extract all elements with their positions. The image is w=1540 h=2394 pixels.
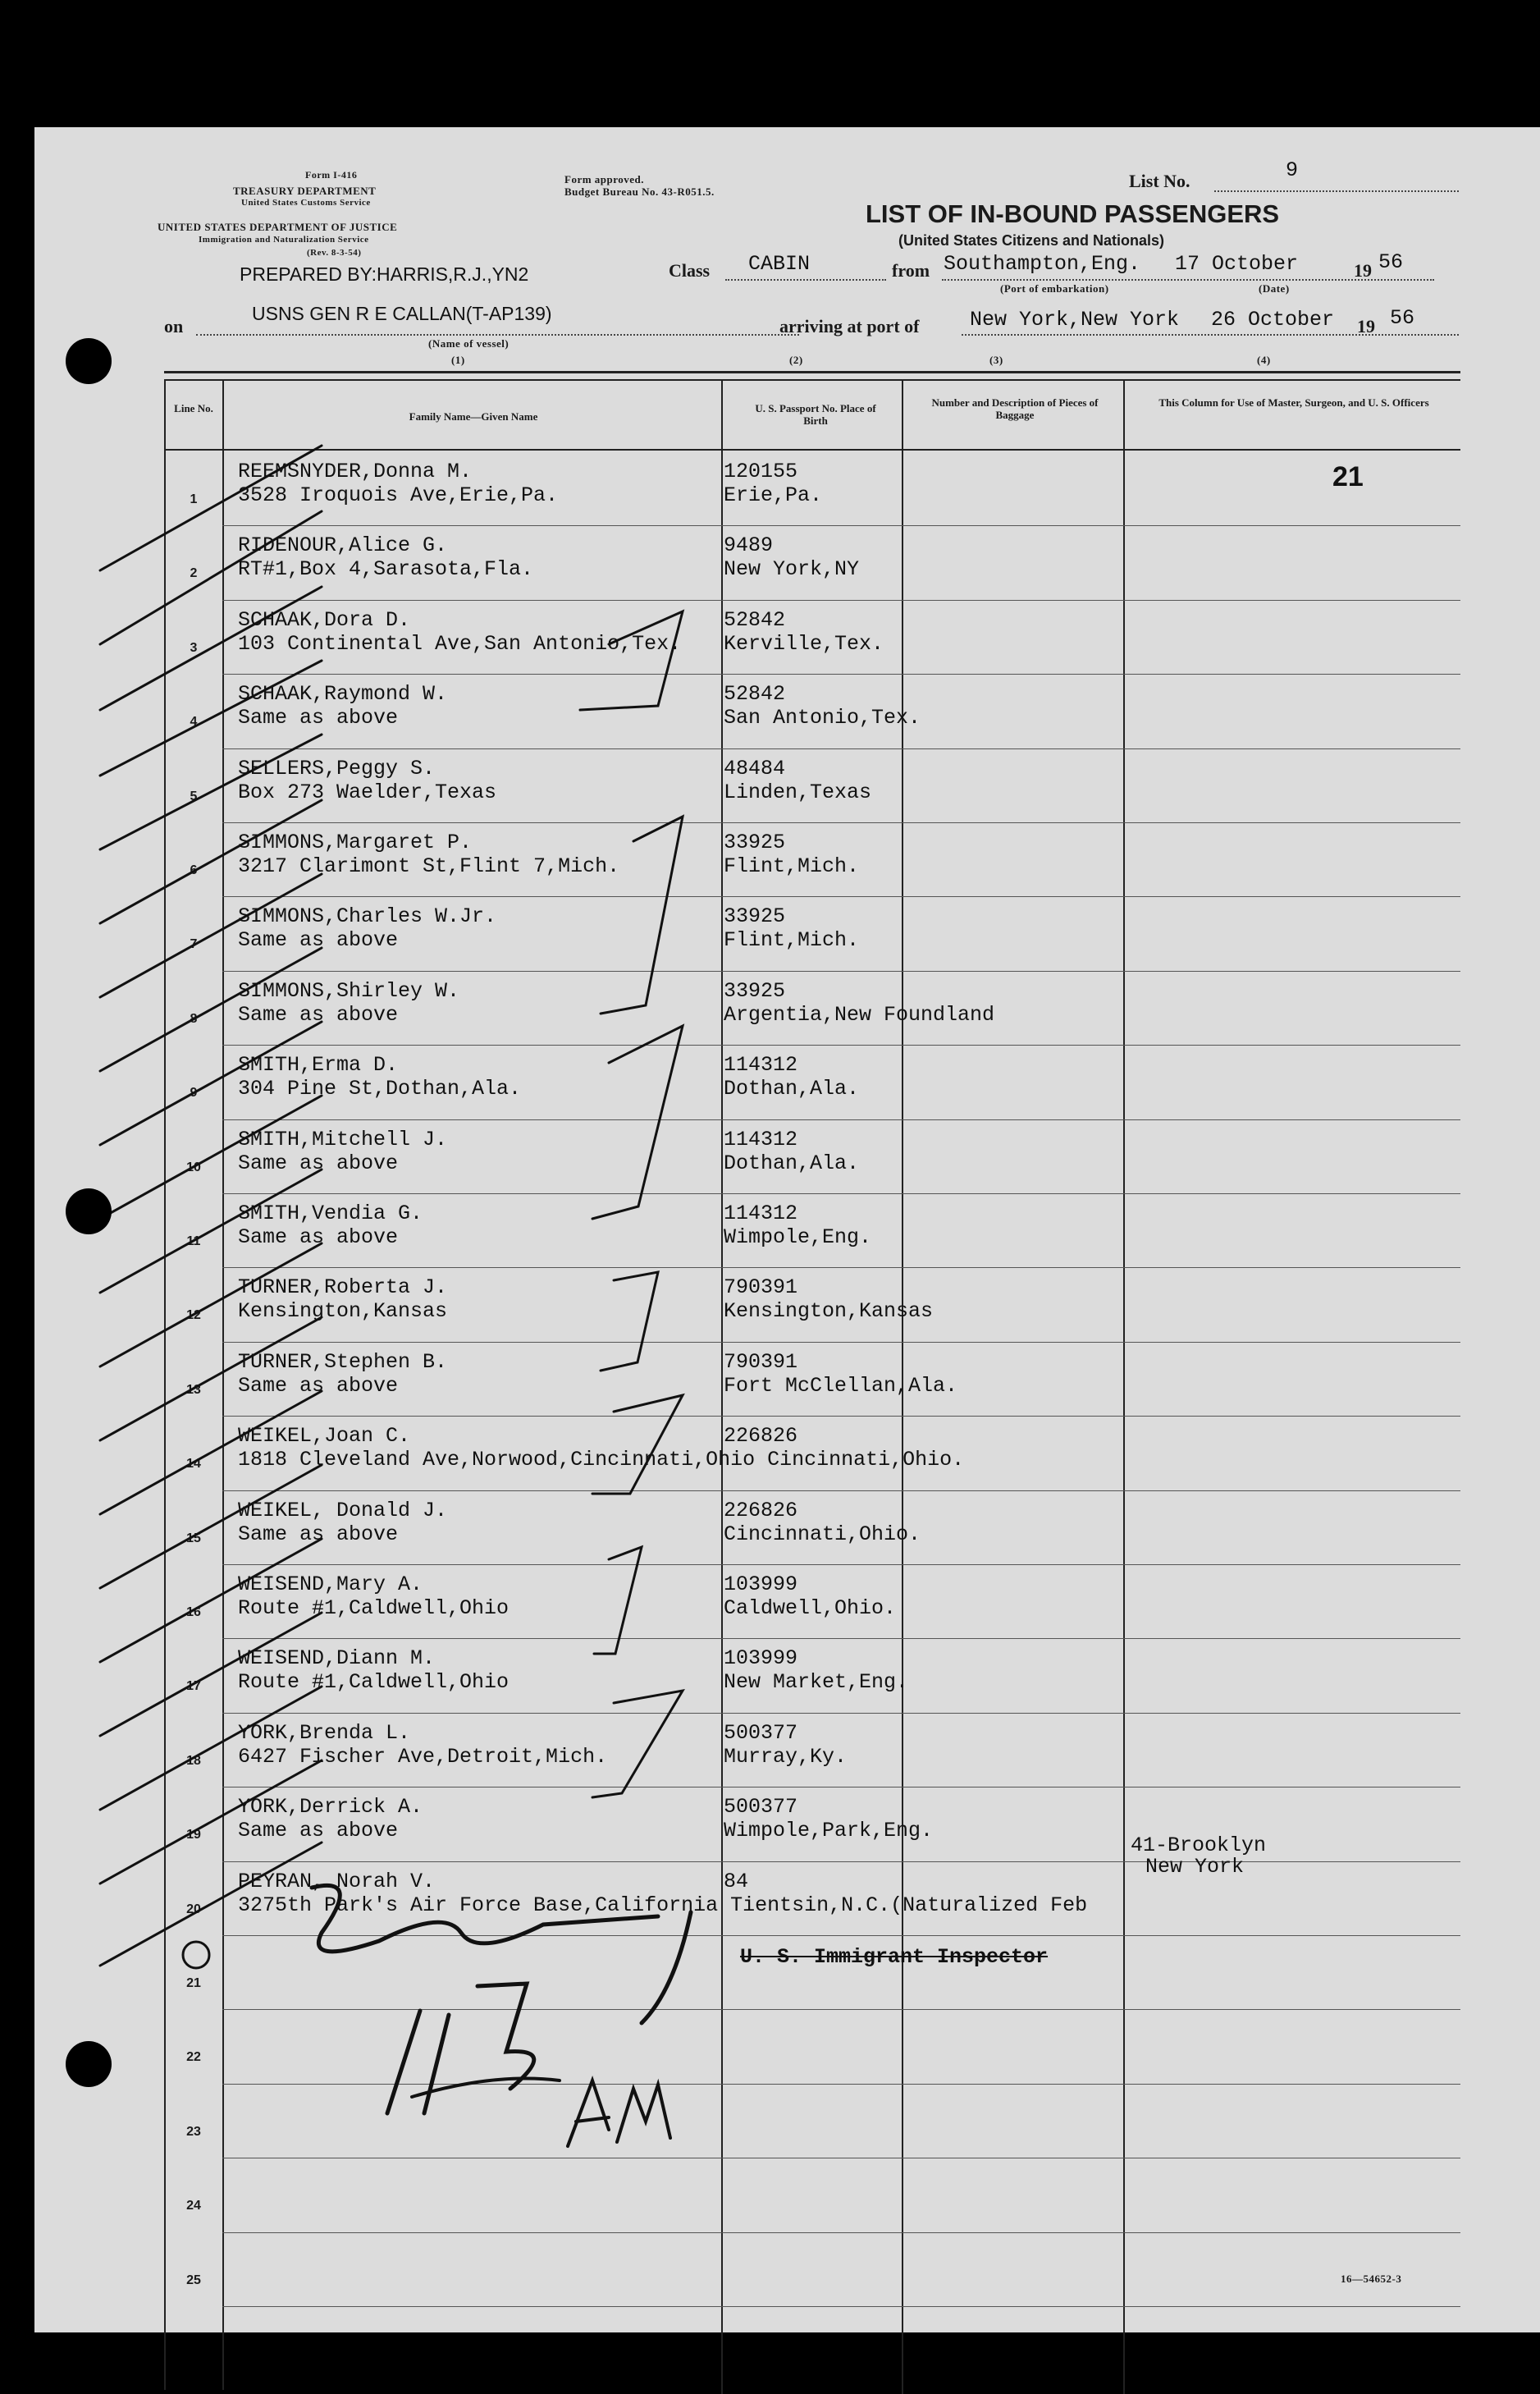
passenger-name: PEYRAN, Norah V. (238, 1870, 436, 1893)
form-subtitle: (United States Citizens and Nationals) (898, 232, 1165, 249)
line-number: 7 (190, 937, 198, 951)
passenger-name: SCHAAK,Dora D. (238, 608, 411, 632)
line-number: 5 (190, 790, 198, 803)
passport-number: 9489 (724, 533, 774, 557)
port-embark-caption: (Port of embarkation) (1000, 282, 1109, 295)
inspector-label: U. S. Immigrant Inspector (740, 1945, 1049, 1969)
prepared-by: PREPARED BY:HARRIS,R.J.,YN2 (240, 263, 529, 285)
header-passport: U. S. Passport No. Place of Birth (755, 402, 876, 427)
place-of-birth: Dothan,Ala. (724, 1077, 860, 1101)
passenger-name: SMITH,Mitchell J. (238, 1128, 448, 1151)
line-number: 22 (186, 2050, 201, 2064)
passenger-name: WEISEND,Mary A. (238, 1572, 423, 1596)
form-sheet (34, 127, 1540, 2332)
passenger-name: SIMMONS,Charles W.Jr. (238, 904, 497, 928)
passenger-address: Same as above (238, 1003, 399, 1027)
passenger-name: REEMSNYDER,Donna M. (238, 460, 473, 483)
passenger-address: Same as above (238, 1151, 399, 1175)
list-no-value: 9 (1286, 158, 1299, 182)
line-number: 13 (186, 1383, 201, 1397)
arrival-port: New York,New York (970, 308, 1180, 332)
form-title: LIST OF IN-BOUND PASSENGERS (866, 199, 1280, 228)
line-number: 8 (190, 1012, 198, 1026)
line-number: 24 (186, 2199, 201, 2213)
passport-number: 790391 (724, 1350, 798, 1374)
passport-number: 226826 (724, 1499, 798, 1522)
line-number: 17 (186, 1679, 201, 1693)
passport-number: 48484 (724, 757, 786, 780)
from-year-prefix: 19 (1354, 260, 1372, 281)
passenger-name: TURNER,Stephen B. (238, 1350, 448, 1374)
class-label: Class (669, 260, 711, 281)
passenger-address: Same as above (238, 1225, 399, 1249)
passenger-address: 3217 Clarimont St,Flint 7,Mich. (238, 854, 620, 878)
place-of-birth: Flint,Mich. (724, 854, 860, 878)
passenger-address: Same as above (238, 928, 399, 952)
passenger-address: Route #1,Caldwell,Ohio (238, 1670, 510, 1694)
place-of-birth: Fort McClellan,Ala. (724, 1374, 958, 1398)
place-of-birth: Wimpole,Eng. (724, 1225, 872, 1249)
punch-hole-1 (66, 338, 112, 384)
footer-code: 16—54652-3 (1341, 2273, 1402, 2285)
passport-number: 114312 (724, 1202, 798, 1225)
passport-number: 114312 (724, 1053, 798, 1077)
passenger-address: RT#1,Box 4,Sarasota,Fla. (238, 557, 534, 581)
col-num-4: (4) (1257, 354, 1271, 366)
line-number: 18 (186, 1754, 201, 1768)
officer-note: 21 (1332, 461, 1364, 492)
passenger-address: 304 Pine St,Dothan,Ala. (238, 1077, 522, 1101)
line-number: 10 (186, 1160, 201, 1174)
header-name: Family Name—Given Name (409, 410, 538, 423)
place-of-birth: Murray,Ky. (724, 1745, 848, 1769)
arriving-label: arriving at port of (779, 316, 920, 336)
passenger-name: SMITH,Vendia G. (238, 1202, 423, 1225)
place-of-birth: Argentia,New Foundland (724, 1003, 995, 1027)
passenger-name: SIMMONS,Margaret P. (238, 831, 473, 854)
place-of-birth: Flint,Mich. (724, 928, 860, 952)
line-number: 6 (190, 863, 198, 877)
passenger-name: YORK,Derrick A. (238, 1795, 423, 1819)
revision: (Rev. 8-3-54) (307, 248, 362, 258)
passport-number: 790391 (724, 1275, 798, 1299)
line-number: 14 (186, 1457, 201, 1471)
arrival-date: 26 October (1211, 308, 1335, 332)
passport-number: 103999 (724, 1646, 798, 1670)
line-number: 11 (186, 1234, 201, 1248)
line-number: 21 (186, 1976, 201, 1990)
ins-service: Immigration and Naturalization Service (199, 235, 369, 245)
passport-number: 52842 (724, 608, 786, 632)
officer-note-line1: 41-Brooklyn (1131, 1833, 1267, 1857)
passport-number: 500377 (724, 1721, 798, 1745)
officer-note-line2: New York (1145, 1855, 1245, 1879)
place-of-birth: Dothan,Ala. (724, 1151, 860, 1175)
line-number: 9 (190, 1086, 198, 1100)
passenger-address: 3275th Park's Air Force Base,California Tientsin,N.C.(Naturalized Feb (238, 1893, 1088, 1917)
place-of-birth: Cincinnati,Ohio. (724, 1522, 921, 1546)
arrival-year-prefix: 19 (1357, 316, 1375, 336)
vessel-name: USNS GEN R E CALLAN(T-AP139) (252, 303, 552, 324)
passenger-address: Kensington,Kansas (238, 1299, 448, 1323)
line-number: 4 (190, 715, 198, 729)
line-number: 1 (190, 492, 198, 506)
passenger-name: WEISEND,Diann M. (238, 1646, 436, 1670)
vessel-caption: (Name of vessel) (428, 337, 510, 350)
passport-number: 114312 (724, 1128, 798, 1151)
passport-number: 103999 (724, 1572, 798, 1596)
place-of-birth: Kerville,Tex. (724, 632, 884, 656)
passenger-address: Box 273 Waelder,Texas (238, 780, 497, 804)
place-of-birth: New York,NY (724, 557, 860, 581)
line-number: 19 (186, 1828, 201, 1842)
place-of-birth: San Antonio,Tex. (724, 706, 921, 730)
passenger-name: TURNER,Roberta J. (238, 1275, 448, 1299)
header-officers: This Column for Use of Master, Surgeon, and U. S. Officers (1158, 396, 1429, 409)
passenger-name: WEIKEL, Donald J. (238, 1499, 448, 1522)
passenger-name: SIMMONS,Shirley W. (238, 979, 460, 1003)
col-num-1: (1) (451, 354, 465, 366)
passenger-name: YORK,Brenda L. (238, 1721, 411, 1745)
passenger-address: Same as above (238, 1374, 399, 1398)
from-year: 56 (1378, 250, 1404, 274)
place-of-birth: Wimpole,Park,Eng. (724, 1819, 934, 1842)
punch-hole-2 (66, 1188, 112, 1234)
arrival-year: 56 (1390, 306, 1415, 330)
passport-number: 84 (724, 1870, 749, 1893)
passenger-address: Same as above (238, 706, 399, 730)
line-number: 20 (186, 1902, 201, 1916)
line-number: 2 (190, 566, 198, 580)
justice-department: UNITED STATES DEPARTMENT OF JUSTICE (158, 221, 398, 233)
header-baggage: Number and Description of Pieces of Baggage (931, 396, 1099, 421)
passenger-name: RIDENOUR,Alice G. (238, 533, 448, 557)
embarkation-port: Southampton,Eng. (944, 252, 1141, 276)
place-of-birth: Linden,Texas (724, 780, 872, 804)
passport-number: 226826 (724, 1424, 798, 1448)
handwritten-marks (34, 127, 1540, 2332)
date-caption: (Date) (1259, 282, 1290, 295)
place-of-birth: New Market,Eng. (724, 1670, 909, 1694)
place-of-birth: Erie,Pa. (724, 483, 823, 507)
passport-number: 52842 (724, 682, 786, 706)
header-line-no: Line No. (174, 402, 213, 414)
punch-hole-3 (66, 2041, 112, 2087)
passenger-address: Same as above (238, 1819, 399, 1842)
line-number: 3 (190, 641, 198, 655)
passport-number: 33925 (724, 904, 786, 928)
line-number: 23 (186, 2125, 201, 2139)
passenger-name: SCHAAK,Raymond W. (238, 682, 448, 706)
place-of-birth: Kensington,Kansas (724, 1299, 934, 1323)
col-num-2: (2) (789, 354, 803, 366)
passenger-address: 6427 Fischer Ave,Detroit,Mich. (238, 1745, 608, 1769)
class-value: CABIN (748, 252, 811, 276)
customs-service: United States Customs Service (241, 198, 371, 208)
budget-bureau: Budget Bureau No. 43-R051.5. (564, 185, 715, 198)
treasury-department: TREASURY DEPARTMENT (233, 185, 377, 197)
line-number: 16 (186, 1605, 201, 1619)
line-number: 15 (186, 1531, 201, 1545)
line-number: 12 (186, 1308, 201, 1322)
line-number: 25 (186, 2273, 201, 2287)
passenger-address: 103 Continental Ave,San Antonio,Tex. (238, 632, 682, 656)
list-no-label: List No. (1129, 171, 1190, 191)
on-label: on (164, 316, 184, 336)
passenger-address: 1818 Cleveland Ave,Norwood,Cincinnati,Ohio Cincinnati,Ohio. (238, 1448, 965, 1472)
passenger-address: Route #1,Caldwell,Ohio (238, 1596, 510, 1620)
passenger-name: SMITH,Erma D. (238, 1053, 399, 1077)
passenger-address: Same as above (238, 1522, 399, 1546)
embarkation-date: 17 October (1175, 252, 1299, 276)
passport-number: 500377 (724, 1795, 798, 1819)
form-number: Form I-416 (305, 169, 358, 181)
from-label: from (892, 260, 930, 281)
passenger-name: SELLERS,Peggy S. (238, 757, 436, 780)
passport-number: 120155 (724, 460, 798, 483)
col-num-3: (3) (989, 354, 1003, 366)
passenger-address: 3528 Iroquois Ave,Erie,Pa. (238, 483, 559, 507)
form-approved: Form approved. (564, 173, 645, 185)
passport-number: 33925 (724, 979, 786, 1003)
passport-number: 33925 (724, 831, 786, 854)
passenger-name: WEIKEL,Joan C. (238, 1424, 411, 1448)
place-of-birth: Caldwell,Ohio. (724, 1596, 897, 1620)
